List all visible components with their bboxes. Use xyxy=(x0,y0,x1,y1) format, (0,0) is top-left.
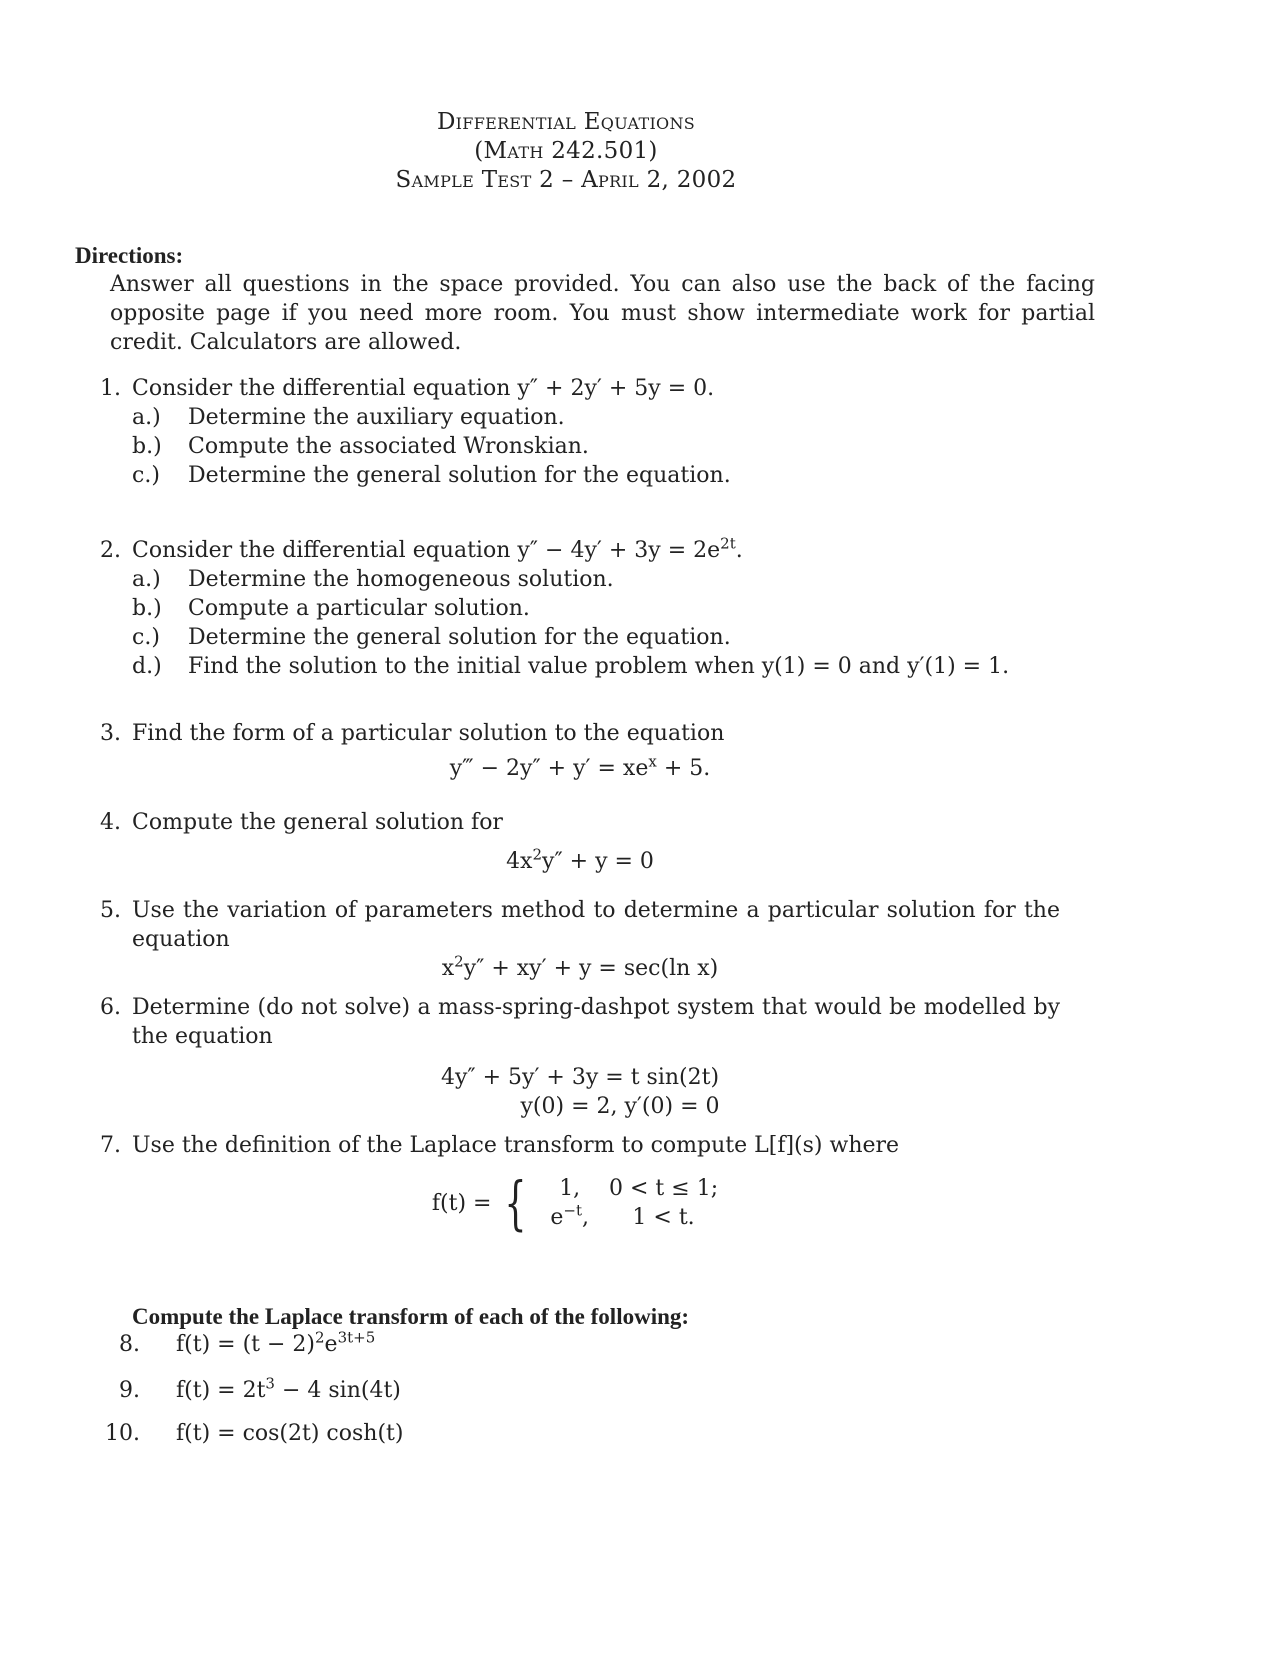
question-part: c.) Determine the general solution for the equation. xyxy=(132,625,731,650)
question-number: 5. xyxy=(100,898,121,923)
case-value: 1, xyxy=(559,1176,581,1201)
question-2: 2. Consider the differential equation $y'' - 4y' + 3y = 2e^{2t}$. a.) Determine the homogeneous solution. b.) Compute a particular solution. c.) Determine the general solution for the equation. d.) Find the solution to the initial value problem when y(1) = 0 and y′(1) = 1. xyxy=(100,536,1060,681)
question-prompt: Compute the general solution for xyxy=(132,810,503,835)
question-6 xyxy=(100,993,1060,1121)
question-1 xyxy=(100,374,1060,490)
question-part: a.) Determine the auxiliary equation. xyxy=(132,405,565,430)
equation: $4x^2y'' + y = 0$ xyxy=(506,845,654,874)
function-lhs: f(t) = xyxy=(431,1190,492,1216)
question-4 xyxy=(100,808,1060,876)
course-title: Differential Equations xyxy=(436,109,696,135)
initial-conditions: y(0) = 2, y′(0) = 0 xyxy=(520,1094,720,1119)
question-prompt: Use the definition of the Laplace transform to compute L[f](s) where xyxy=(132,1133,900,1158)
cases-table xyxy=(540,1174,728,1232)
question-part: a.) Determine the homogeneous solution. xyxy=(132,567,614,592)
item-number: 8. xyxy=(119,1332,140,1357)
case-value: $e^{-t}$, xyxy=(550,1201,590,1230)
question-part: c.) Determine the general solution for the equation. xyxy=(132,463,731,488)
page-header xyxy=(0,108,1132,195)
directions xyxy=(75,241,1095,357)
piecewise-function xyxy=(100,1169,1060,1237)
case-condition: 0 < t ≤ 1; xyxy=(609,1176,719,1201)
question-number: 3. xyxy=(100,721,121,746)
left-brace: { xyxy=(504,1169,527,1237)
question-part: d.) Find the solution to the initial value problem when y(1) = 0 and y′(1) = 1. xyxy=(132,654,1010,679)
question-number: 2. xyxy=(100,538,121,563)
question-3 xyxy=(100,719,1060,783)
question-part: b.) Compute the associated Wronskian. xyxy=(132,434,589,459)
equation: 4y″ + 5y′ + 3y = t sin(2t) xyxy=(440,1065,720,1090)
question-prompt: Find the form of a particular solution to the equation xyxy=(132,721,725,746)
question-7 xyxy=(100,1131,1060,1237)
item-number: 10. xyxy=(105,1421,140,1446)
question-prompt: Use the variation of parameters method to determine a particular solution for the equation xyxy=(132,898,1060,952)
question-5 xyxy=(100,896,1060,983)
course-number: (Math 242.501) xyxy=(474,138,658,164)
directions-text: Answer all questions in the space provided. You can also use the back of the facing opposite page if you need more room. You must show intermediate work for partial credit. Calculators are allowed. xyxy=(110,272,1095,355)
laplace-item: 8. $f(t) = (t - 2)^2e^{3t+5}$ xyxy=(80,1330,375,1359)
equation: y‴ − $2y'' + y' = xe^x + 5$. xyxy=(449,752,711,781)
question-part: b.) Compute a particular solution. xyxy=(132,596,530,621)
equation: $x^2y'' + xy' + y = \sec(\ln$ x) xyxy=(441,952,719,981)
laplace-item: 10. f(t) = cos(2t) cosh(t) xyxy=(80,1419,403,1448)
test-title: Sample Test 2 – April 2, 2002 xyxy=(395,167,737,193)
question-number: 6. xyxy=(100,995,121,1020)
laplace-section-heading: Compute the Laplace transform of each of the following: xyxy=(132,1304,690,1329)
laplace-item: 9. $f(t) = 2t^3 - 4$ sin(4t) xyxy=(80,1376,401,1405)
question-number: 4. xyxy=(100,810,121,835)
question-prompt: Determine (do not solve) a mass-spring-dashpot system that would be modelled by the equation xyxy=(132,995,1060,1049)
question-number: 7. xyxy=(100,1133,121,1158)
question-prompt: Consider the differential equation y″ − 4y′ + 3y = 2e xyxy=(132,538,721,563)
question-prompt: Consider the differential equation y″ + 2y′ + 5y = 0. xyxy=(132,376,715,401)
case-condition: 1 < t. xyxy=(632,1205,695,1230)
directions-heading: Directions: xyxy=(75,243,184,268)
item-number: 9. xyxy=(119,1378,140,1403)
question-number: 1. xyxy=(100,376,121,401)
